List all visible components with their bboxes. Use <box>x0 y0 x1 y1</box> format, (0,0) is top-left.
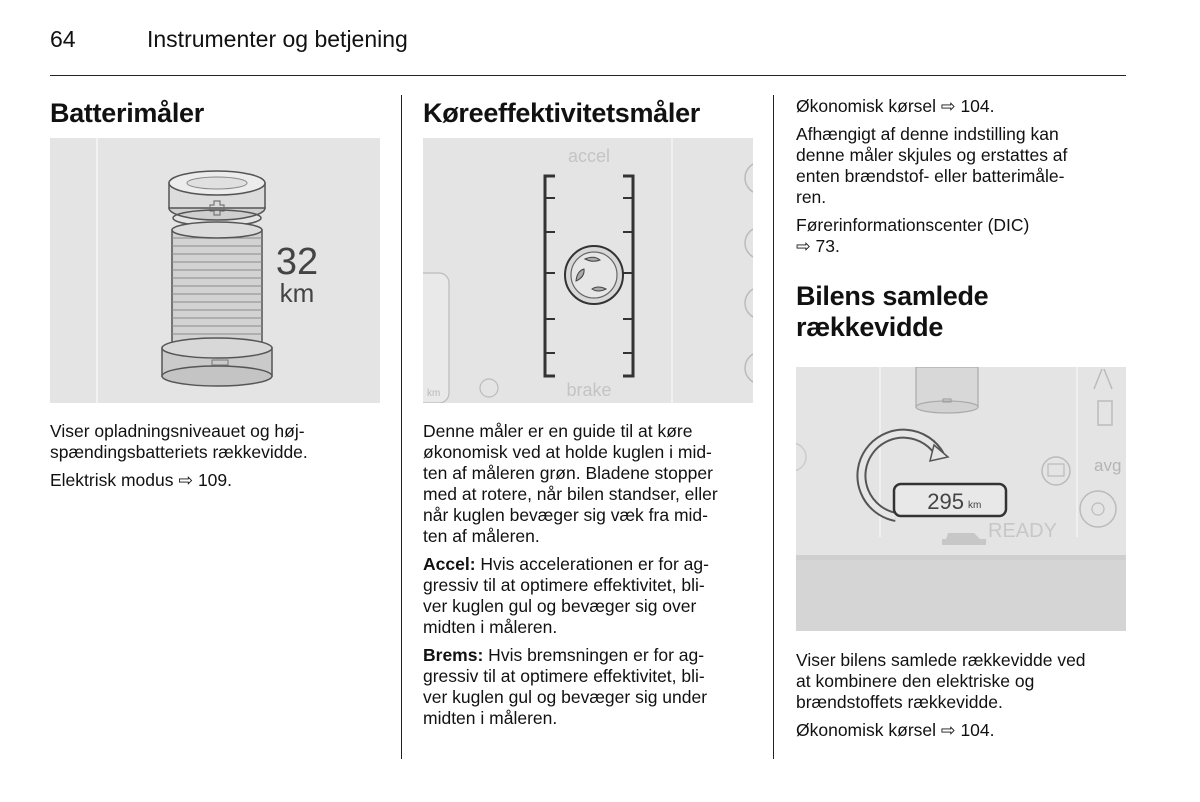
setting-line-3: enten brændstof- eller batterimåle- <box>796 166 1065 186</box>
eff-line-3: ten af måleren grøn. Bladene stopper <box>423 463 713 483</box>
ref-arrow-icon: ⇨ <box>940 720 956 740</box>
accel-line-1: Hvis accelerationen er for ag- <box>475 554 709 574</box>
eff-line-5: når kuglen bevæger sig væk fra mid- <box>423 505 708 525</box>
total-range-value: 295 <box>927 489 964 514</box>
battery-gauge-figure <box>50 138 380 403</box>
brems-label: Brems: <box>423 645 484 665</box>
efficiency-ball-icon <box>565 246 623 304</box>
efficiency-text <box>423 421 753 736</box>
dic-ref <box>796 215 1126 257</box>
ref-arrow-icon: ⇨ <box>178 470 194 490</box>
accel-figure-label: accel <box>567 146 611 166</box>
range-line-1: Viser bilens samlede rækkevidde ved <box>796 650 1086 670</box>
total-range-unit: km <box>968 500 982 511</box>
km-figure-label: km <box>427 388 441 399</box>
battery-heading: Batterimåler <box>50 98 204 128</box>
total-range-heading-line-2: rækkevidde <box>796 312 944 342</box>
battery-description <box>50 421 380 463</box>
column-range <box>796 96 1126 343</box>
ready-label: READY <box>988 520 1057 542</box>
dic-text: Førerinformationscenter (DIC) <box>796 215 1030 235</box>
accel-line-3: ver kuglen gul og bevæger sig over <box>423 596 697 616</box>
header-rule <box>50 75 1126 76</box>
dic-page[interactable]: 73. <box>815 236 840 256</box>
setting-line-1: Afhængigt af denne indstilling kan <box>796 124 1059 144</box>
eco-driving-ref-1 <box>796 96 1126 117</box>
efficiency-description <box>423 421 753 547</box>
column-divider-1 <box>401 95 402 759</box>
electric-mode-page[interactable]: 109. <box>197 470 232 490</box>
accel-line-4: midten i måleren. <box>423 617 558 637</box>
eff-line-4: med at rotere, når bilen standser, eller <box>423 484 718 504</box>
ref-arrow-icon: ⇨ <box>796 236 811 256</box>
eco-driving-ref-2 <box>796 720 1131 741</box>
total-range-figure <box>796 367 1126 631</box>
range-description <box>796 650 1131 713</box>
efficiency-gauge-figure <box>423 138 753 403</box>
battery-range-unit: km <box>279 278 315 308</box>
setting-paragraph <box>796 124 1126 208</box>
eco-ref-2-text: Økonomisk kørsel <box>796 720 937 740</box>
column-battery <box>50 98 380 129</box>
section-title: Instrumenter og betjening <box>147 26 408 52</box>
eco-ref-1-text: Økonomisk kørsel <box>796 96 937 116</box>
accel-paragraph <box>423 554 753 638</box>
total-range-heading <box>796 281 1126 343</box>
eff-line-2: økonomisk ved at holde kuglen i mid- <box>423 442 712 462</box>
eff-line-1: Denne måler er en guide til at køre <box>423 421 693 441</box>
brems-line-3: ver kuglen gul og bevæger sig under <box>423 687 708 707</box>
battery-desc-line-2: spændingsbatteriets rækkevidde. <box>50 442 308 462</box>
page-number: 64 <box>50 26 76 52</box>
electric-mode-text: Elektrisk modus <box>50 470 174 490</box>
avg-label: avg <box>1094 456 1122 475</box>
eco-ref-1-page[interactable]: 104. <box>960 96 995 116</box>
range-line-3: brændstoffets rækkevidde. <box>796 692 1003 712</box>
range-text <box>796 650 1131 748</box>
eff-line-6: ten af måleren. <box>423 526 540 546</box>
brake-figure-label: brake <box>566 380 612 400</box>
column-divider-2 <box>773 95 774 759</box>
accel-line-2: gressiv til at optimere effektivitet, bli- <box>423 575 705 595</box>
ref-arrow-icon: ⇨ <box>940 96 956 116</box>
total-range-heading-line-1: Bilens samlede <box>796 281 989 311</box>
accel-label: Accel: <box>423 554 476 574</box>
brems-paragraph <box>423 645 753 729</box>
battery-range-value: 32 <box>275 241 319 283</box>
setting-line-2: denne måler skjules og erstattes af <box>796 145 1068 165</box>
electric-mode-ref <box>50 470 380 491</box>
column-efficiency <box>423 98 753 129</box>
battery-desc-line-1: Viser opladningsniveauet og høj- <box>50 421 305 441</box>
efficiency-heading: Køreeffektivitetsmåler <box>423 98 701 128</box>
battery-icon <box>162 171 272 386</box>
setting-line-4: ren. <box>796 187 827 207</box>
brems-line-4: midten i måleren. <box>423 708 558 728</box>
brems-line-1: Hvis bremsningen er for ag- <box>483 645 705 665</box>
brems-line-2: gressiv til at optimere effektivitet, bli- <box>423 666 705 686</box>
eco-ref-2-page[interactable]: 104. <box>960 720 995 740</box>
battery-text <box>50 421 380 498</box>
range-line-2: at kombinere den elektriske og <box>796 671 1035 691</box>
